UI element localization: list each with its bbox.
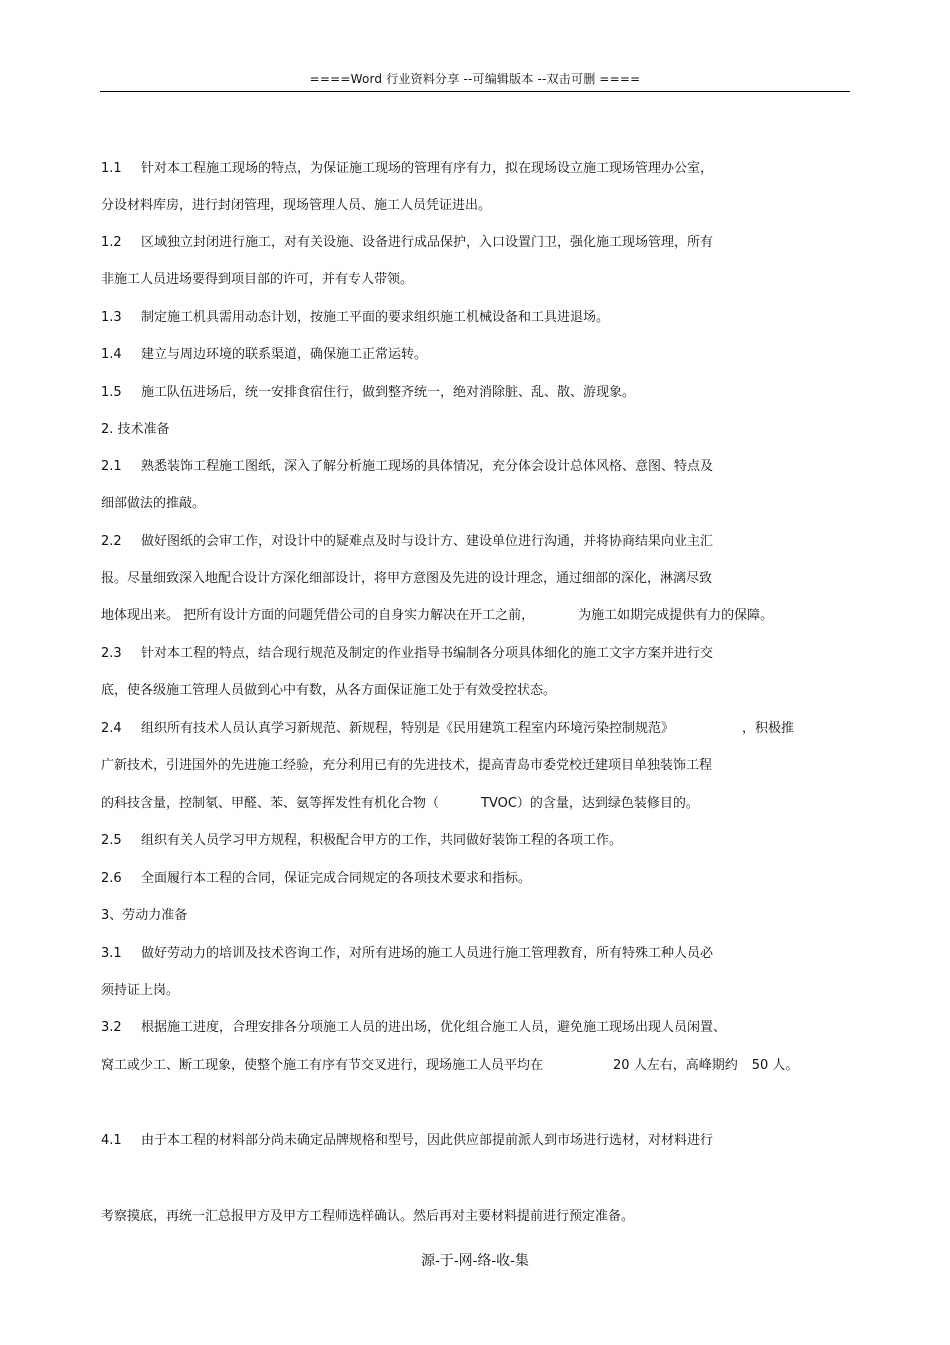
item-text: 区域独立封闭进行施工，对有关设施、设备进行成品保护，入口设置门卫，强化施工现场管理，所有 bbox=[141, 235, 714, 250]
section-heading-2 bbox=[101, 422, 170, 438]
item-text: 的科技含量，控制氡、甲醛、苯、氨等挥发性有机化合物（ bbox=[101, 796, 440, 811]
paragraph-2-3-line-1 bbox=[101, 646, 713, 662]
paragraph-2-1-line-2 bbox=[101, 496, 205, 512]
header-rule bbox=[100, 91, 850, 92]
item-number: 2.5 bbox=[101, 833, 122, 848]
item-number: 1.3 bbox=[101, 310, 122, 325]
item-text: 全面履行本工程的合同，保证完成合同规定的各项技术要求和指标。 bbox=[141, 871, 532, 886]
item-text-tail: 20 人左右，高峰期约 bbox=[613, 1058, 738, 1073]
item-number: 1.4 bbox=[101, 347, 122, 362]
item-text: 报。尽量细致深入地配合设计方深化细部设计，将甲方意图及先进的设计理念，通过细部的深化，淋漓尽致 bbox=[101, 571, 713, 586]
paragraph-1-4 bbox=[101, 347, 427, 363]
paragraph-2-6 bbox=[101, 871, 531, 887]
item-number: 1.2 bbox=[101, 235, 122, 250]
paragraph-3-1-line-1 bbox=[101, 946, 713, 962]
paragraph-1-1-line-1 bbox=[101, 161, 713, 177]
item-text: 考察摸底，再统一汇总报甲方及甲方工程师选样确认。然后再对主要材料提前进行预定准备。 bbox=[101, 1209, 635, 1224]
paragraph-3-1-line-2 bbox=[101, 983, 179, 999]
item-text: 做好图纸的会审工作，对设计中的疑难点及时与设计方、建设单位进行沟通，并将协商结果向业主汇 bbox=[141, 534, 714, 549]
paragraph-1-5 bbox=[101, 385, 635, 401]
item-text: 建立与周边环境的联系渠道，确保施工正常运转。 bbox=[141, 347, 428, 362]
item-number: 2.1 bbox=[101, 459, 122, 474]
item-text: 针对本工程施工现场的特点，为保证施工现场的管理有序有力，拟在现场设立施工现场管理办公室， bbox=[141, 161, 714, 176]
item-text: 非施工人员进场要得到项目部的许可，并有专人带领。 bbox=[101, 272, 414, 287]
item-text: 窝工或少工、断工现象，使整个施工有序有节交叉进行，现场施工人员平均在 bbox=[101, 1058, 544, 1073]
paragraph-4-1-line-2 bbox=[101, 1209, 634, 1225]
item-number: 4.1 bbox=[101, 1133, 122, 1148]
paragraph-1-1-line-2 bbox=[101, 198, 491, 214]
heading-text: 3、劳动力准备 bbox=[101, 908, 188, 923]
page-footer: 源-于-网-络-收-集 bbox=[421, 1253, 529, 1269]
item-number: 3.2 bbox=[101, 1020, 122, 1035]
paragraph-1-2-line-2 bbox=[101, 272, 413, 288]
item-number: 2.2 bbox=[101, 534, 122, 549]
paragraph-2-2-line-1 bbox=[101, 534, 713, 550]
item-text-tail: ，积极推 bbox=[742, 721, 795, 736]
item-text: 根据施工进度，合理安排各分项施工人员的进出场，优化组合施工人员，避免施工现场出现人员闲置、 bbox=[141, 1020, 727, 1035]
item-text: 地体现出来。 把所有设计方面的问题凭借公司的自身实力解决在开工之前， bbox=[101, 608, 535, 623]
item-text: 须持证上岗。 bbox=[101, 983, 180, 998]
paragraph-2-4-line-2 bbox=[101, 758, 712, 774]
item-text: 做好劳动力的培训及技术咨询工作，对所有进场的施工人员进行施工管理教育，所有特殊工种人员必 bbox=[141, 946, 714, 961]
item-text: 组织所有技术人员认真学习新规范、新规程，特别是《民用建筑工程室内环境污染控制规范》 bbox=[141, 721, 675, 736]
paragraph-1-2-line-1 bbox=[101, 235, 713, 251]
item-text: 组织有关人员学习甲方规程，积极配合甲方的工作，共同做好装饰工程的各项工作。 bbox=[141, 833, 623, 848]
heading-text: 2. 技术准备 bbox=[101, 422, 170, 437]
item-number: 1.5 bbox=[101, 385, 122, 400]
paragraph-3-2-line-2 bbox=[101, 1058, 798, 1074]
item-text: 广新技术，引进国外的先进施工经验，充分利用已有的先进技术，提高青岛市委党校迁建项目单独装饰工程 bbox=[101, 758, 713, 773]
paragraph-3-2-line-1 bbox=[101, 1020, 726, 1036]
paragraph-1-3 bbox=[101, 310, 609, 326]
paragraph-2-4-line-3 bbox=[101, 796, 699, 812]
paragraph-2-5 bbox=[101, 833, 622, 849]
section-heading-3 bbox=[101, 908, 187, 924]
item-text: 施工队伍进场后，统一安排食宿住行，做到整齐统一，绝对消除脏、乱、散、游现象。 bbox=[141, 385, 636, 400]
item-text: 分设材料库房，进行封闭管理，现场管理人员、施工人员凭证进出。 bbox=[101, 198, 492, 213]
item-number: 2.3 bbox=[101, 646, 122, 661]
page-header: ====Word 行业资料分享 --可编辑版本 --双击可删 ==== bbox=[309, 72, 641, 86]
paragraph-2-3-line-2 bbox=[101, 683, 556, 699]
paragraph-4-1-line-1 bbox=[101, 1133, 713, 1149]
item-text-tail: 为施工如期完成提供有力的保障。 bbox=[578, 608, 774, 623]
item-text: 由于本工程的材料部分尚未确定品牌规格和型号，因此供应部提前派人到市场进行选材，对材料进行 bbox=[141, 1133, 714, 1148]
item-text: 制定施工机具需用动态计划，按施工平面的要求组织施工机械设备和工具进退场。 bbox=[141, 310, 610, 325]
item-text: 底，使各级施工管理人员做到心中有数，从各方面保证施工处于有效受控状态。 bbox=[101, 683, 557, 698]
item-text: 熟悉装饰工程施工图纸，深入了解分析施工现场的具体情况，充分体会设计总体风格、意图、特点及 bbox=[141, 459, 714, 474]
item-text: 针对本工程的特点，结合现行规范及制定的作业指导书编制各分项具体细化的施工文字方案并进行交 bbox=[141, 646, 714, 661]
item-text-tail-2: 50 人。 bbox=[751, 1058, 799, 1073]
paragraph-2-1-line-1 bbox=[101, 459, 713, 475]
paragraph-2-4-line-1 bbox=[101, 721, 794, 737]
item-number: 2.6 bbox=[101, 871, 122, 886]
item-number: 2.4 bbox=[101, 721, 122, 736]
item-number: 3.1 bbox=[101, 946, 122, 961]
item-text: 细部做法的推敲。 bbox=[101, 496, 206, 511]
paragraph-2-2-line-3 bbox=[101, 608, 773, 624]
item-number: 1.1 bbox=[101, 161, 122, 176]
paragraph-2-2-line-2 bbox=[101, 571, 712, 587]
item-text-tail: TVOC）的含量，达到绿色装修目的。 bbox=[481, 796, 699, 811]
